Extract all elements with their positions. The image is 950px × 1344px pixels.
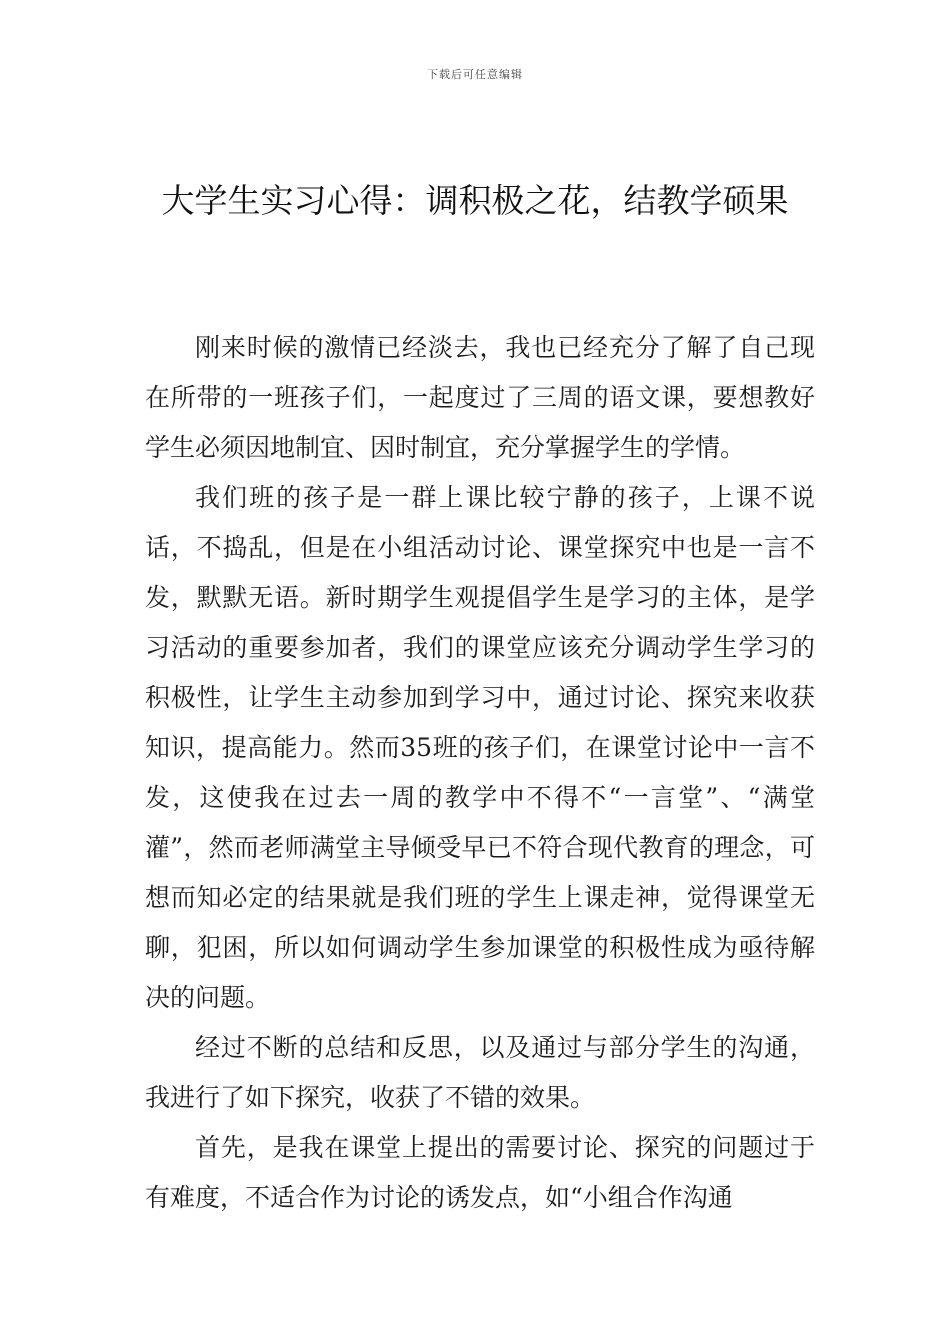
paragraph: 经过不断的总结和反思，以及通过与部分学生的沟通，我进行了如下探究，收获了不错的效果。: [145, 1033, 815, 1112]
paragraph: 刚来时候的激情已经淡去，我也已经充分了解了自己现在所带的一班孩子们，一起度过了三周的语文课，要想教好学生必须因地制宜、因时制宜，充分掌握学生的学情。: [145, 333, 815, 462]
paragraph: 首先，是我在课堂上提出的需要讨论、探究的问题过于有难度，不适合作为讨论的诱发点，如“小组合作沟通: [145, 1133, 815, 1212]
document-title: 大学生实习心得：调积极之花，结教学硕果: [161, 181, 789, 220]
paragraph: 我们班的孩子是一群上课比较宁静的孩子，上课不说话，不捣乱，但是在小组活动讨论、课堂探究中也是一言不发，默默无语。新时期学生观提倡学生是学习的主体，是学习活动的重要参加者，我们的课堂应该充分调动学生学习的积极性，让学生主动参加到学习中，通过讨论、探究来收获知识，提高能力。然而35班的孩子们，在课堂讨论中一言不发，这使我在过去一周的教学中不得不“一言堂”、“满堂灌”，然而老师满堂主导倾受早已不符合现代教育的理念，可想而知必定的结果就是我们班的学生上课走神，觉得课堂无聊，犯困，所以如何调动学生参加课堂的积极性成为亟待解决的问题。: [145, 483, 815, 1012]
header-note: 下载后可任意编辑: [427, 68, 523, 81]
document-body: [145, 323, 815, 1223]
